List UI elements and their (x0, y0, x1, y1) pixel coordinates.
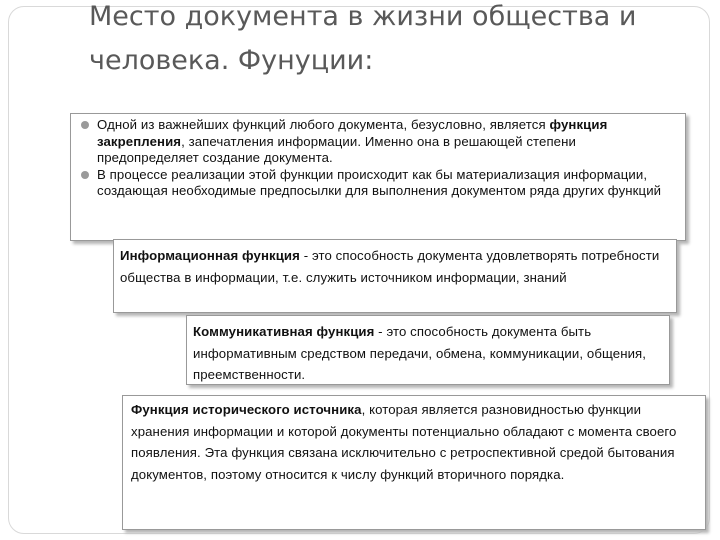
bullet-1-suffix: , запечатления информации. Именно она в решающей степени предопределяет создание документа. (97, 133, 576, 165)
communicative-function-text (193, 321, 661, 386)
informational-function-box (113, 239, 677, 313)
title-line-1: Место документа в жизни общества и (89, 1, 637, 32)
historical-source-function-box (122, 395, 706, 530)
intro-box (70, 113, 686, 241)
bullet-1-term: функция закрепления (97, 117, 608, 149)
historical-source-function-text (131, 399, 697, 485)
bullet-icon (81, 121, 89, 129)
slide-title (89, 0, 709, 83)
informational-function-text (120, 245, 670, 288)
intro-bullet-2 (77, 167, 679, 200)
function-description: - это способность документа быть информативным средством передачи, обмена, коммуникации, общения, преемственности. (193, 324, 647, 382)
function-description: - это способность документа удовлетворять потребности общества в информации, т.е. служить источником информации, знаний (120, 248, 660, 285)
bullet-2-text: В процессе реализации этой функции происходит как бы материализация информации, создающая необходимые предпосылки для выполнения документом ряда других функций (97, 166, 662, 198)
function-description: , которая является разновидностью функции хранения информации и которой документы потенциально обладают с момента своего появления. Эта функция связана исключительно с ретроспективной средой бытования документов, поэтому относится к числу функций вторичного порядка. (131, 402, 677, 482)
function-term: Коммуникативная функция (193, 324, 375, 339)
function-term: Функция исторического источника (131, 402, 362, 417)
intro-bullet-1 (77, 117, 679, 167)
title-line-2: человека. Фунуции: (89, 45, 374, 76)
intro-bullet-list (77, 117, 679, 200)
bullet-icon (81, 171, 89, 179)
communicative-function-box (186, 315, 670, 385)
function-term: Информационная функция (120, 248, 300, 263)
bullet-1-prefix: Одной из важнейших функций любого документа, безусловно, является (97, 117, 550, 132)
